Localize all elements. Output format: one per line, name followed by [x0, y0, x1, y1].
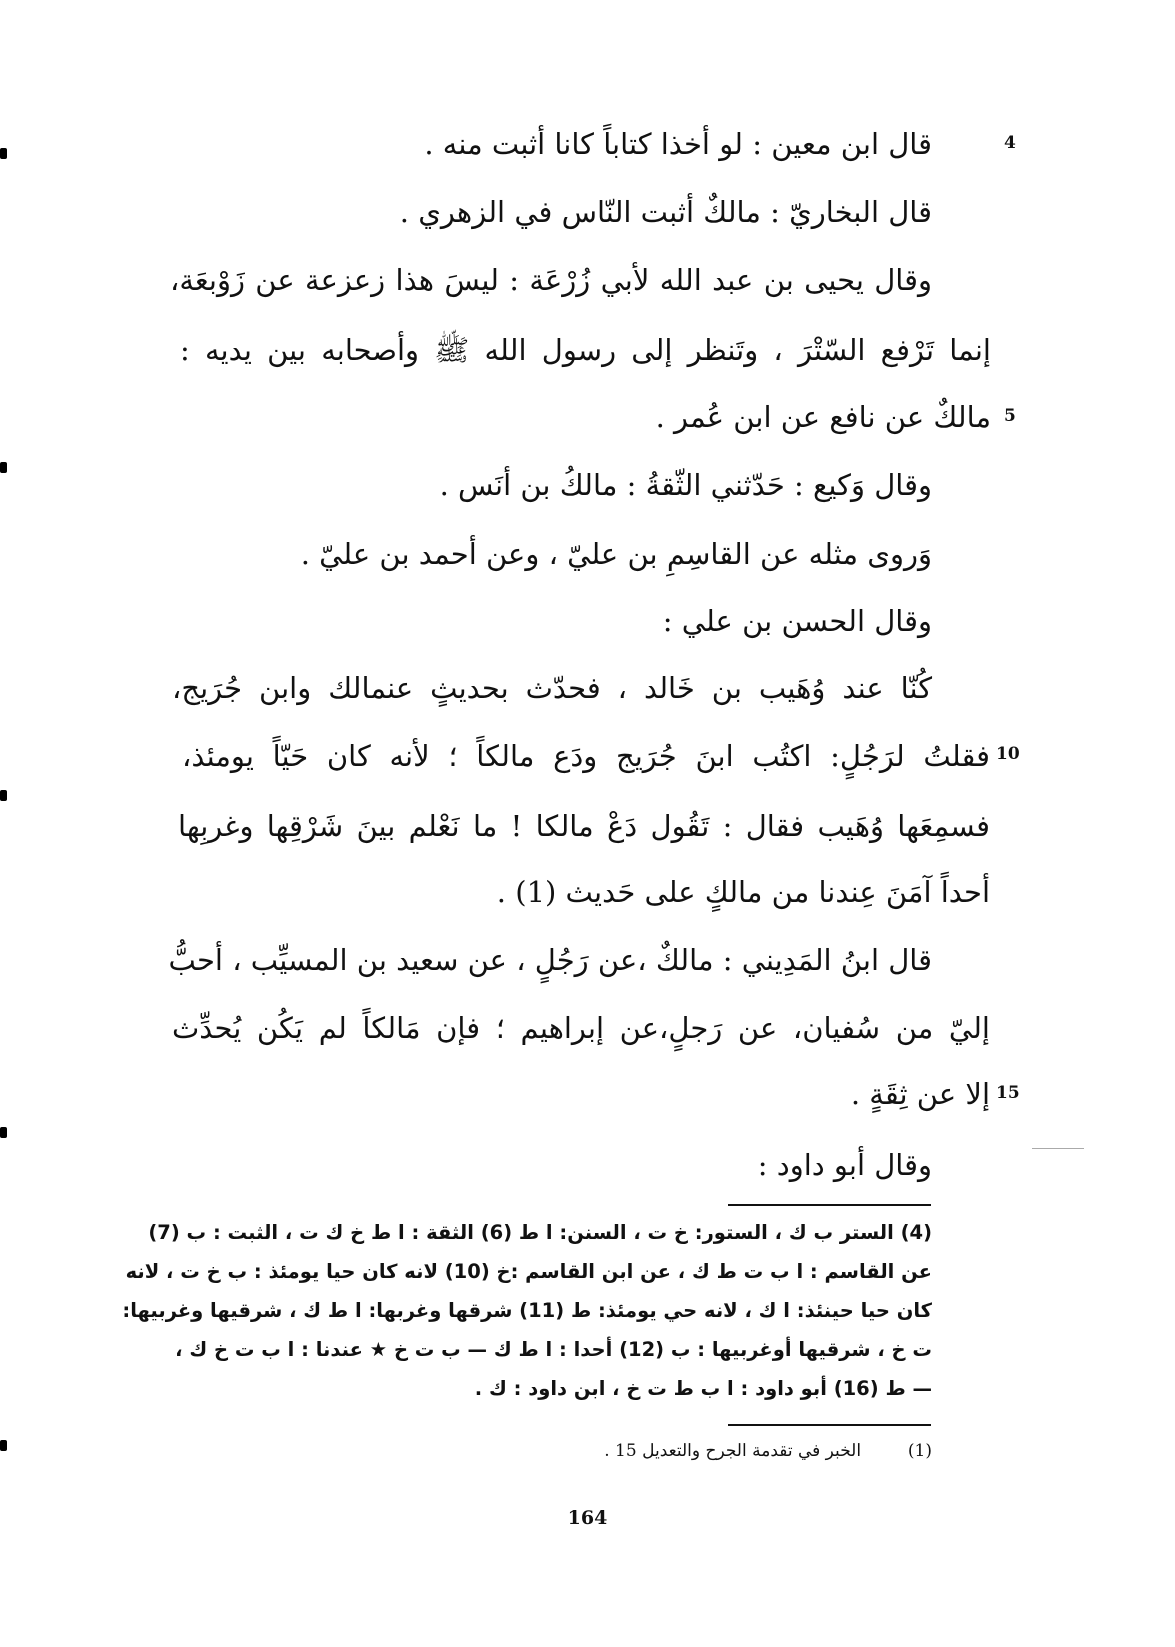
text-line: مالكٌ عن نافع عن ابن عُمر . — [655, 400, 991, 434]
page-number: 164 — [567, 1507, 608, 1529]
variant-line: — ط (16) أبو داود : ا ب ط ت خ ، ابن داود : ك . — [474, 1377, 932, 1400]
margin-mark — [0, 790, 7, 801]
margin-mark — [0, 462, 7, 473]
line-number: 15 — [996, 1083, 1020, 1103]
text-line: قال ابن معين : لو أخذا كتاباً كانا أثبت منه . — [424, 127, 932, 161]
line-number: 4 — [1004, 133, 1016, 153]
text-line: إنما تَرْفع السّتْرَ ، وتَنظر إلى رسول الله ﷺ وأصحابه بين يديه : — [180, 333, 991, 367]
line-number: 10 — [996, 744, 1020, 764]
text-line: أحداً آمَنَ عِندنا من مالكٍ على حَديث (1) . — [496, 875, 990, 909]
margin-mark — [0, 148, 7, 159]
footnote-rule — [728, 1424, 931, 1426]
text-line: فسمِعَها وُهَيب فقال : تَقُول دَعْ مالكا ! ما نَعْلم بينَ شَرْقِها وغربِها — [178, 809, 990, 843]
variant-line: (4) الستر ب ك ، الستور: خ ت ، السنن: ا ط (6) الثقة : ا ط خ ك ت ، الثبت : ب (7) — [148, 1221, 932, 1244]
footnote-text: الخبر في تقدمة الجرح والتعديل 15 . — [604, 1441, 862, 1461]
text-line: وقال الحسن بن علي : — [662, 604, 932, 638]
variant-line: كان حيا حينئذ: ا ك ، لانه حي يومئذ: ط (11) شرقها وغربها: ا ط ك ، شرقيها وغربيها: — [122, 1299, 932, 1322]
text-line: إلا عن ثِقَةٍ . — [850, 1077, 990, 1111]
text-line: وقال يحيى بن عبد الله لأبي زُرْعَة : ليسَ هذا زعزعة عن زَوْبعَة، — [170, 263, 932, 297]
text-line: قال ابنُ المَدِيني : مالكٌ ،عن رَجُلٍ ، عن سعيد بن المسيِّب ، أحبُّ — [168, 943, 932, 977]
text-line: وَروى مثله عن القاسِمِ بن عليّ ، وعن أحمد بن عليّ . — [300, 537, 932, 571]
text-line: كُنّا عند وُهَيب بن خَالد ، فحدّث بحديثٍ عنمالك وابن جُرَيج، — [172, 671, 932, 705]
text-line: إليّ من سُفيان، عن رَجلٍ،عن إبراهيم ؛ فإن مَالكاً لم يَكُن يُحدِّث — [172, 1011, 990, 1045]
variant-line: ت خ ، شرقيها أوغربيها : ب (12) أحدا : ا ط ك — ب ت خ ★ عندنا : ا ب ت خ ك ، — [175, 1338, 932, 1361]
variant-line: عن القاسم : ا ب ت ط ك ، عن ابن القاسم :خ (10) لانه كان حيا يومئذ : ب خ ت ، لانه — [125, 1260, 932, 1283]
footnote — [560, 1439, 932, 1463]
scan-artifact-line — [1032, 1148, 1084, 1149]
text-line: قال البخاريّ : مالكٌ أثبت النّاس في الزهري . — [399, 195, 932, 229]
text-line: وقال أبو داود : — [757, 1148, 932, 1182]
text-line: فقلتُ لرَجُلٍ: اكتُب ابنَ جُرَيج ودَع مالكاً ؛ لأنه كان حَيّاً يومئذ، — [182, 739, 990, 773]
text-line: وقال وَكيع : حَدّثني الثّقةُ : مالكُ بن أنَس . — [439, 468, 932, 502]
footnote-number: (1) — [907, 1441, 932, 1461]
margin-mark — [0, 1127, 7, 1138]
line-number: 5 — [1004, 406, 1016, 426]
margin-mark — [0, 1440, 7, 1451]
variants-rule — [728, 1204, 931, 1206]
